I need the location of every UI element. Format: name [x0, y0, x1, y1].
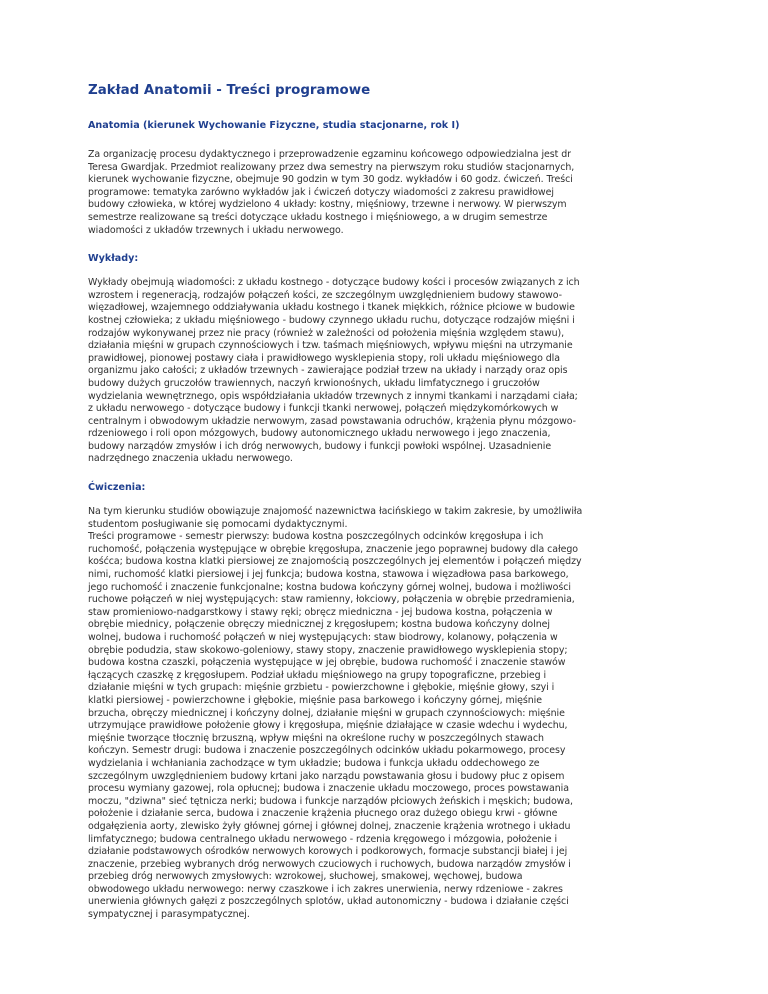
lectures-text-line: rodzajów wykonywanej przez nie pracy (również w zależności od położenia mięśnia względem stawu), [88, 327, 565, 339]
lectures-text-line: rdzeniowego i roli opon mózgowych, budowy autonomicznego układu nerwowego i jego znaczenia, [88, 428, 551, 440]
course-subtitle: Anatomia (kierunek Wychowanie Fizyczne, studia stacjonarne, rok I) [88, 120, 460, 131]
exercises-text-line: unerwienia głównych gałęzi z poszczególnych splotów, układ autonomiczny - budowa i działanie części [88, 896, 569, 908]
exercises-text-line: obrębie miednicy, połączenie obręczy miednicznej z kręgosłupem; kostna budowa kończyny dolnej [88, 619, 550, 631]
exercises-text-line: brzucha, obręczy miednicznej i kończyny dolnej, działanie mięśni w grupach czynnościowych: mięśnie [88, 707, 565, 719]
exercises-text-line: kończyn. Semestr drugi: budowa i znaczenie poszczególnych odcinków układu pokarmowego, procesy [88, 745, 566, 757]
exercises-text-line: sympatycznej i parasympatycznej. [88, 909, 250, 921]
intro-text-line: Teresa Gwardjak. Przedmiot realizowany przez dwa semestry na pierwszym roku studiów stacjonarnych, [88, 161, 575, 173]
exercises-text-line: moczu, "dziwna" sieć tętnicza nerki; budowa i funkcje narządów płciowych żeńskich i męskich; budowa, [88, 795, 573, 807]
exercises-text-line: budowa kostna czaszki, połączenia występujące w jej obrębie, budowa ruchomość i znaczenie stawów [88, 657, 566, 669]
exercises-text-line: Treści programowe - semestr pierwszy: budowa kostna poszczególnych odcinków kręgosłupa i ich [88, 531, 544, 543]
exercises-text-line: jego ruchomość i znaczenie funkcjonalne; kostna budowa kończyny górnej wolnej, budowa i możliwości [88, 581, 571, 593]
exercises-text-line: odgałęzienia aorty, zlewisko żyły głównej górnej i głównej dolnej, znaczenie krążenia wrotnego i układu [88, 820, 571, 832]
exercises-text-line: ruchowe połączeń w niej występujących: staw ramienny, łokciowy, połączenia w obrębie przedramienia, [88, 594, 575, 606]
exercises-text-line: przebieg dróg nerwowych zmysłowych: wzrokowej, słuchowej, smakowej, węchowej, budowa [88, 871, 523, 883]
page-title: Zakład Anatomii - Treści programowe [88, 83, 371, 98]
intro-text-line: budowy człowieka, w której wydzielono 4 układy: kostny, mięśniowy, trzewne i nerwowy. W pierwszym [88, 199, 567, 211]
intro-paragraph [88, 149, 684, 237]
exercises-paragraph [88, 506, 684, 922]
exercises-heading: Ćwiczenia: [88, 482, 146, 494]
exercises-text-line: ruchomość, połączenia występujące w obrębie kręgosłupa, znaczenie jego poprawnej budowy dla całego [88, 543, 578, 555]
exercises-text-line: wolnej, budowa i ruchomość połączeń w niej występujących: staw biodrowy, kolanowy, połączenia w [88, 632, 558, 643]
exercises-text-line: kośćca; budowa kostna klatki piersiowej ze znajomością poszczególnych jej elementów i połączeń między [88, 556, 582, 568]
exercises-text-line: położenie i działanie serca, budowa i znaczenie krążenia płucnego oraz dużego obiegu krwi - główne [88, 808, 558, 820]
lectures-text-line: z układu nerwowego - dotyczące budowy i funkcji tkanki nerwowej, połączeń międzykomórkowych w [88, 403, 559, 415]
exercises-text-line: studentom posługiwanie się pomocami dydaktycznymi. [88, 518, 348, 530]
intro-text-line: semestrze realizowane są treści dotyczące układu kostnego i mięśniowego, a w drugim semestrze [88, 211, 548, 223]
intro-text-line: kierunek wychowanie fizyczne, obejmuje 90 godzin w tym 30 godz. wykładów i 60 godz. ćwiczeń. Treści [88, 174, 573, 186]
lectures-text-line: wzrostem i regeneracją, rodzajów połączeń kości, ze szczególnym uwzględnieniem budowy stawowo- [88, 289, 562, 301]
lectures-text-line: kostnej człowieka; z układu mięśniowego - budowy czynnego układu ruchu, dotyczące rodzajów mięśni i [88, 314, 575, 326]
exercises-text-line: wydzielania i wchłaniania zachodzące w tym układzie; budowa i funkcja układu oddechowego ze [88, 757, 540, 769]
exercises-text-line: obrębie podudzia, staw skokowo-goleniowy, stawy stopy, znaczenie prawidłowego wysklepienia stopy; [88, 644, 568, 656]
lectures-text-line: nadrzędnego znaczenia układu nerwowego. [88, 453, 293, 465]
lectures-text-line: budowy dużych gruczołów trawiennych, naczyń krwionośnych, układu limfatycznego i gruczołów [88, 377, 540, 389]
exercises-text-line: działanie podstawowych ośrodków nerwowych korowych i podkorowych, formacje substancji białej i jej [88, 846, 568, 858]
exercises-text-line: znaczenie, przebieg wybranych dróg nerwowych czuciowych i ruchowych, budowa narządów zmysłów i [88, 858, 571, 870]
lectures-text-line: więzadłowej, wzajemnego oddziaływania układu kostnego i tkanek miękkich, różnice płciowe w budowie [88, 302, 575, 314]
lectures-text-line: budowy narządów zmysłów i ich dróg nerwowych, budowy i funkcji powłoki wspólnej. Uzasadnienie [88, 440, 552, 452]
exercises-text-line: mięśnie tworzące tłocznię brzuszną, wpływ mięśni na określone ruchy w poszczególnych stawach [88, 732, 544, 744]
lectures-text-line: organizmu jako całości; z układów trzewnych - zawierające podział trzew na układy i narządy oraz opis [88, 365, 568, 377]
exercises-text-line: limfatycznego; budowa centralnego układu nerwowego - rdzenia kręgowego i mózgowia, położenie i [88, 833, 558, 845]
intro-text-line: Za organizację procesu dydaktycznego i przeprowadzenie egzaminu końcowego odpowiedzialna jest dr [88, 149, 571, 160]
document-page [88, 82, 684, 922]
exercises-text-line: utrzymujące prawidłowe położenie głowy i kręgosłupa, mięśnie działające w czasie wdechu i wydechu, [88, 720, 568, 732]
exercises-text-line: obwodowego układu nerwowego: nerwy czaszkowe i ich zakres unerwienia, nerwy rdzeniowe - zakres [88, 883, 563, 895]
intro-text-line: wiadomości z układów trzewnych i układu nerwowego. [88, 224, 344, 236]
lectures-paragraph [88, 277, 684, 466]
exercises-text-line: klatki piersiowej - powierzchowne i głębokie, mięśnie pasa barkowego i kończyny górnej, mięśnie [88, 694, 542, 706]
lectures-text-line: działania mięśni w grupach czynnościowych i tzw. taśmach mięśniowych, wpływu mięśni na utrzymanie [88, 340, 573, 352]
exercises-text-line: staw promieniowo-nadgarstkowy i stawy ręki; obręcz miedniczna - jej budowa kostna, połączenia w [88, 606, 553, 618]
exercises-text-line: łączących czaszkę z kręgosłupem. Podział układu mięśniowego na grupy topograficzne, przebieg i [88, 669, 547, 681]
lectures-heading: Wykłady: [88, 253, 139, 265]
lectures-text-line: Wykłady obejmują wiadomości: z układu kostnego - dotyczące budowy kości i procesów związanych z ich [88, 277, 580, 289]
exercises-text-line: działanie mięśni w tych grupach: mięśnie grzbietu - powierzchowne i głębokie, mięśnie głowy, szyi i [88, 682, 555, 694]
lectures-text-line: centralnym i obwodowym układzie nerwowym, zasad powstawania odruchów, krążenia płynu mózgowo- [88, 415, 576, 427]
exercises-text-line: Na tym kierunku studiów obowiązuje znajomość nazewnictwa łacińskiego w takim zakresie, by umożliwiła [88, 506, 583, 518]
lectures-text-line: prawidłowej, pionowej postawy ciała i prawidłowego wysklepienia stopy, roli układu mięśniowego dla [88, 352, 560, 364]
intro-text-line: programowe: tematyka zarówno wykładów jak i ćwiczeń dotyczy wiadomości z zakresu prawidłowej [88, 186, 554, 198]
lectures-text-line: wydzielania wewnętrznego, opis współdziałania układów trzewnych z innymi tkankami i narządami ciała; [88, 390, 578, 402]
exercises-text-line: szczególnym uwzględnieniem budowy krtani jako narządu powstawania głosu i budowy płuc z opisem [88, 770, 565, 782]
exercises-text-line: nimi, ruchomość klatki piersiowej i jej funkcja; budowa kostna, stawowa i więzadłowa pasa barkowego, [88, 569, 569, 581]
exercises-text-line: procesu wymiany gazowej, rola opłucnej; budowa i znaczenie układu moczowego, proces powstawania [88, 783, 569, 795]
